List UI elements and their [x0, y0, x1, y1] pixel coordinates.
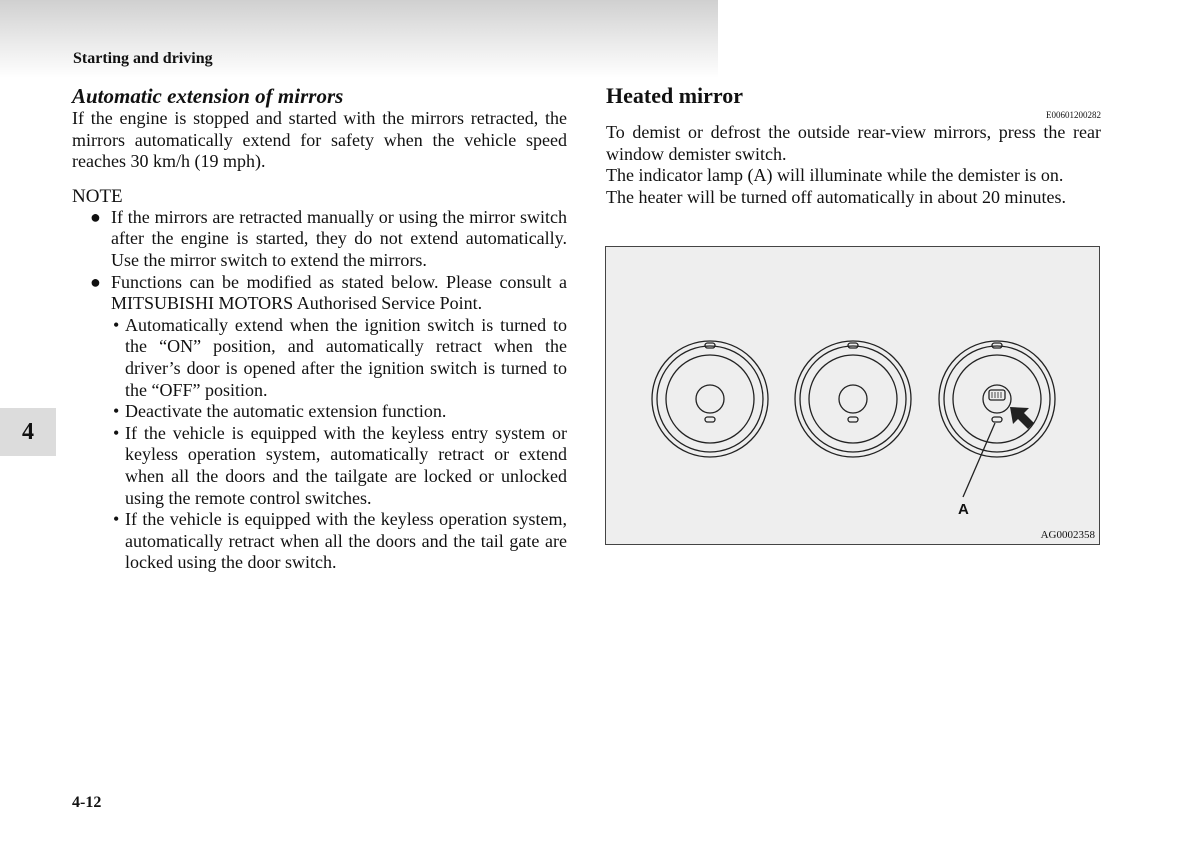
- left-column: [72, 84, 567, 574]
- sub-bullet-item: [113, 314, 567, 401]
- chapter-tab: 4: [0, 408, 56, 456]
- callout-label-a: A: [958, 501, 969, 518]
- note-bullet-list: [72, 207, 567, 315]
- dot-icon: •: [113, 401, 120, 422]
- demister-switch-icon: [939, 341, 1055, 457]
- page-number: 4-12: [72, 794, 102, 811]
- note-bullet-text: If the mirrors are retracted manually or using the mirror switch after the engine is started, they do not extend automatically. Use the mirror switch to extend the mirrors.: [111, 206, 567, 270]
- callout-leader-line: [963, 423, 995, 497]
- note-bullet-item: [90, 271, 567, 315]
- switch-panel-illustration: [606, 247, 1099, 544]
- climate-dial-icon: [795, 341, 911, 457]
- right-column: [606, 84, 1101, 208]
- demister-switch-figure: [605, 246, 1100, 545]
- note-bullet-text: Functions can be modified as stated below. Please consult a MITSUBISHI MOTORS Authorised Service Point.: [111, 271, 567, 314]
- sub-bullet-text: If the vehicle is equipped with the keyless operation system, automatically retract when all the doors and the tail gate are locked using the door switch.: [125, 509, 567, 573]
- body-paragraph: To demist or defrost the outside rear-view mirrors, press the rear window demister switch.: [606, 122, 1101, 164]
- note-bullet-item: [90, 206, 567, 272]
- sub-bullet-text: Automatically extend when the ignition switch is turned to the “ON” position, and automatically retract when the driver’s door is opened after the ignition switch is turned to the “OFF” position.: [125, 314, 567, 400]
- section-heading: Heated mirror: [606, 83, 744, 108]
- bullet-icon: ●: [90, 206, 101, 227]
- body-paragraph: The heater will be turned off automatically in about 20 minutes.: [606, 186, 1067, 207]
- sub-bullet-text: Deactivate the automatic extension function.: [125, 401, 447, 422]
- sub-bullet-item: [113, 401, 567, 423]
- dot-icon: •: [113, 509, 120, 530]
- body-paragraph: The indicator lamp (A) will illuminate while the demister is on.: [606, 165, 1064, 186]
- section-title: Starting and driving: [73, 50, 213, 67]
- figure-code: AG0002358: [1040, 529, 1095, 541]
- dot-icon: •: [113, 422, 120, 443]
- bullet-icon: ●: [90, 271, 101, 292]
- dot-icon: •: [113, 314, 120, 335]
- intro-paragraph: If the engine is stopped and started with the mirrors retracted, the mirrors automatically extend for safety when the vehicle speed reaches 30 km/h (19 mph).: [72, 108, 567, 172]
- sub-bullet-item: [113, 422, 567, 509]
- subsection-heading: Automatic extension of mirrors: [72, 84, 344, 108]
- document-code: E00601200282: [1046, 110, 1101, 120]
- sub-bullet-item: [113, 509, 567, 574]
- climate-dial-icon: [652, 341, 768, 457]
- sub-bullet-text: If the vehicle is equipped with the keyless entry system or keyless operation system, automatically retract or extend when all the doors and the tailgate are locked or unlocked using the remote control switches.: [125, 422, 567, 508]
- function-sub-list: [72, 315, 567, 574]
- pointer-arrow-icon: [1010, 407, 1034, 429]
- note-label: NOTE: [72, 185, 123, 207]
